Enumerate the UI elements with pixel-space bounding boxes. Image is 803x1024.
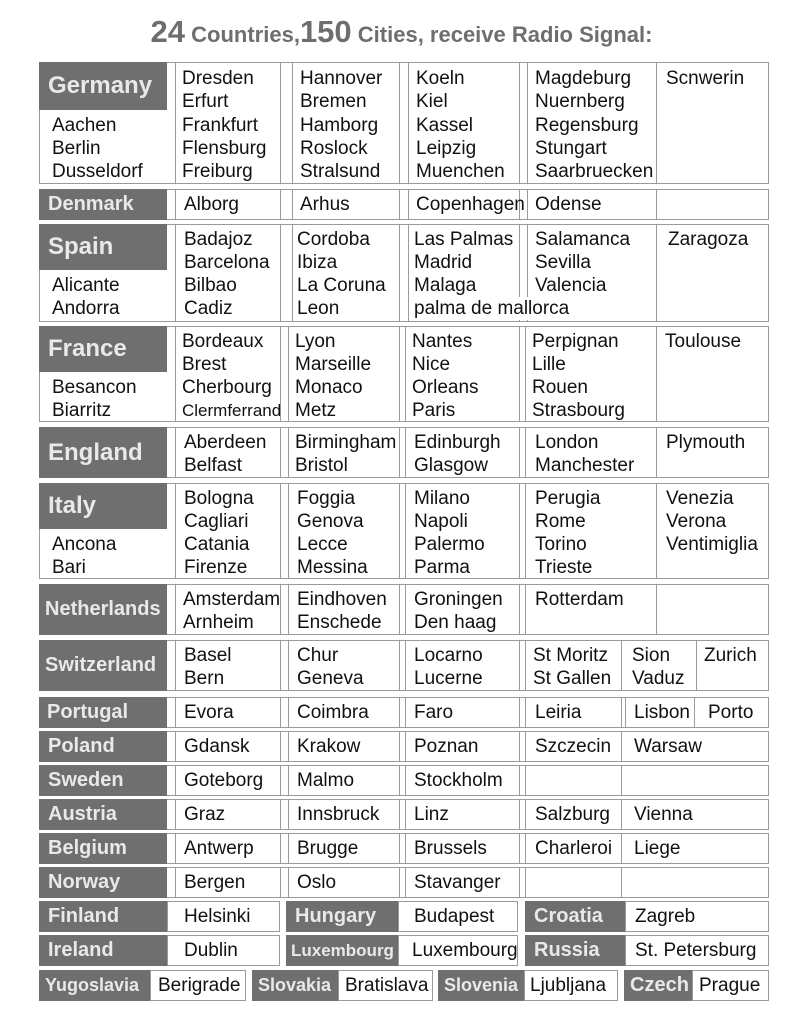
city-label: Stavanger [414,872,501,893]
city-label: Plymouth [666,432,746,453]
city-label: Perpignan [532,331,619,352]
city-label: Ventimiglia [666,534,758,555]
city-label: Hannover [300,68,383,89]
city-label: Roslock [300,138,368,159]
country-switzerland: Switzerland [39,640,167,691]
country-finland: Finland [39,901,167,932]
city-label: Aberdeen [184,432,267,453]
country-russia: Russia [525,935,625,966]
city-label: Brussels [414,838,487,859]
city-label: Bremen [300,91,367,112]
city-label: Barcelona [184,252,270,273]
city-label: Catania [184,534,250,555]
city-label: Torino [535,534,587,555]
country-luxembourg: Luxembourg [286,935,398,966]
city-label: Bern [184,668,225,689]
city-label: Leipzig [416,138,477,159]
city-label: Firenze [184,557,248,578]
city-label: Bratislava [345,975,429,996]
city-label: Malmo [297,770,355,791]
city-label: Hamborg [300,115,379,136]
city-label: St. Petersburg [635,940,757,961]
country-germany: Germany [39,62,167,110]
city-label: Saarbruecken [535,161,654,182]
countries-word: Countries, [185,22,300,47]
city-label: Locarno [414,645,483,666]
city-label: Rome [535,511,586,532]
city-label: Regensburg [535,115,639,136]
city-label: Brest [182,354,227,375]
city-label: Ancona [52,534,117,555]
city-label: Parma [414,557,470,578]
city-label: Luxembourg [412,940,518,961]
country-croatia: Croatia [525,901,625,932]
city-label: Den haag [414,612,497,633]
city-label: Scnwerin [666,68,745,89]
city-label: Stockholm [414,770,503,791]
city-label: Charleroi [535,838,613,859]
city-label: Glasgow [414,455,488,476]
city-label: Zaragoza [668,229,749,250]
city-label: Liege [634,838,681,859]
city-label: Arnheim [183,612,254,633]
city-label: Dresden [182,68,254,89]
city-label: Zagreb [635,906,696,927]
city-label: Kassel [416,115,474,136]
city-label: Frankfurt [182,115,259,136]
city-label: Salamanca [535,229,631,250]
cell [525,867,622,898]
city-label: Dublin [184,940,238,961]
city-label: Nuernberg [535,91,625,112]
city-label: Rotterdam [535,589,624,610]
city-label: Foggia [297,488,356,509]
city-label: St Gallen [533,668,612,689]
city-label: Szczecin [535,736,612,757]
city-label: Muenchen [416,161,505,182]
city-label: Enschede [297,612,382,633]
city-label: Perugia [535,488,601,509]
title-rest: Cities, receive Radio Signal: [351,22,653,47]
city-label: Badajoz [184,229,253,250]
city-label: Kiel [416,91,448,112]
city-label: Oslo [297,872,337,893]
city-label: Magdeburg [535,68,632,89]
city-label: Valencia [535,275,607,296]
country-austria: Austria [39,799,167,830]
city-label: Berigrade [158,975,241,996]
country-hungary: Hungary [286,901,398,932]
city-label: London [535,432,599,453]
city-label: Paris [412,400,456,421]
country-netherlands: Netherlands [39,584,167,635]
city-label: Manchester [535,455,635,476]
country-norway: Norway [39,867,167,898]
city-label: Cordoba [297,229,370,250]
city-label: Genova [297,511,364,532]
city-label: Milano [414,488,470,509]
city-label: Napoli [414,511,468,532]
city-label: Antwerp [184,838,254,859]
city-label: Alborg [184,194,239,215]
city-label: Marseille [295,354,372,375]
city-label: Prague [699,975,761,996]
city-label: Linz [414,804,449,825]
city-label: Groningen [414,589,503,610]
city-label: Lille [532,354,566,375]
city-label: Ljubljana [530,975,607,996]
city-label: Lyon [295,331,336,352]
city-label: Clermferrand [182,401,282,420]
city-label: Dusseldorf [52,161,143,182]
city-label: Salzburg [535,804,610,825]
city-label: Birmingham [295,432,397,453]
city-label: Venezia [666,488,734,509]
city-label: Besancon [52,377,137,398]
city-label: Leiria [535,702,582,723]
city-label: Cadiz [184,298,233,319]
city-label: Eindhoven [297,589,387,610]
city-label: Brugge [297,838,359,859]
city-label: Monaco [295,377,363,398]
city-label: Erfurt [182,91,229,112]
city-label: Bristol [295,455,348,476]
city-label: Poznan [414,736,479,757]
country-czech: Czech [624,970,692,1001]
city-label: Belfast [184,455,243,476]
city-label: Sevilla [535,252,591,273]
city-label: Metz [295,400,337,421]
city-label: Bordeaux [182,331,264,352]
city-label: Leon [297,298,340,319]
city-label: Stralsund [300,161,381,182]
country-england: England [39,427,167,478]
city-label: Gdansk [184,736,250,757]
city-label: Verona [666,511,727,532]
city-label: Sion [632,645,671,666]
city-label: Basel [184,645,232,666]
city-label: Berlin [52,138,101,159]
city-label: Madrid [414,252,473,273]
city-label: Innsbruck [297,804,380,825]
city-label: Budapest [414,906,495,927]
city-label: palma de mallorca [414,298,570,319]
city-label: Graz [184,804,226,825]
city-label: Bari [52,557,86,578]
city-label: Las Palmas [414,229,514,250]
city-label: Bologna [184,488,254,509]
city-label: St Moritz [533,645,608,666]
city-label: Coimbra [297,702,369,723]
city-label: Geneva [297,668,364,689]
city-label: Trieste [535,557,593,578]
country-denmark: Denmark [39,189,167,220]
country-italy: Italy [39,483,167,529]
country-slovakia: Slovakia [252,970,338,1001]
city-label: Orleans [412,377,479,398]
city-label: Andorra [52,298,120,319]
country-poland: Poland [39,731,167,762]
country-sweden: Sweden [39,765,167,796]
city-label: Chur [297,645,339,666]
country-france: France [39,326,167,372]
city-label: Bilbao [184,275,237,296]
city-label: Copenhagen [416,194,525,215]
city-label: Nantes [412,331,473,352]
city-label: Rouen [532,377,588,398]
city-label: Lisbon [634,702,690,723]
city-label: Stungart [535,138,607,159]
city-label: Evora [184,702,234,723]
city-label: Malaga [414,275,477,296]
city-label: Nice [412,354,451,375]
city-label: Edinburgh [414,432,501,453]
country-yugoslavia: Yugoslavia [39,970,150,1001]
city-label: Bergen [184,872,246,893]
city-label: Biarritz [52,400,112,421]
city-label: Zurich [704,645,757,666]
city-label: Strasbourg [532,400,625,421]
cell [525,765,622,796]
city-label: Vaduz [632,668,685,689]
city-label: Goteborg [184,770,264,791]
city-label: Cagliari [184,511,249,532]
city-label: Arhus [300,194,350,215]
city-label: Flensburg [182,138,267,159]
country-portugal: Portugal [39,697,167,728]
city-label: Ibiza [297,252,338,273]
city-label: Faro [414,702,454,723]
city-label: Messina [297,557,368,578]
city-label: Krakow [297,736,361,757]
city-label: Vienna [634,804,693,825]
city-label: La Coruna [297,275,386,296]
city-count: 150 [299,14,352,49]
country-slovenia: Slovenia [438,970,524,1001]
city-label: Alicante [52,275,120,296]
city-label: Freiburg [182,161,253,182]
page-title [0,14,803,50]
city-label: Lucerne [414,668,483,689]
city-label: Amsterdam [183,589,281,610]
city-label: Toulouse [665,331,742,352]
country-count: 24 [150,14,186,49]
country-spain: Spain [39,224,167,270]
country-belgium: Belgium [39,833,167,864]
city-label: Aachen [52,115,117,136]
city-label: Cherbourg [182,377,272,398]
city-label: Koeln [416,68,465,89]
city-label: Helsinki [184,906,251,927]
city-label: Warsaw [634,736,702,757]
city-label: Odense [535,194,602,215]
city-label: Palermo [414,534,485,555]
city-label: Porto [708,702,754,723]
country-ireland: Ireland [39,935,167,966]
city-label: Lecce [297,534,348,555]
